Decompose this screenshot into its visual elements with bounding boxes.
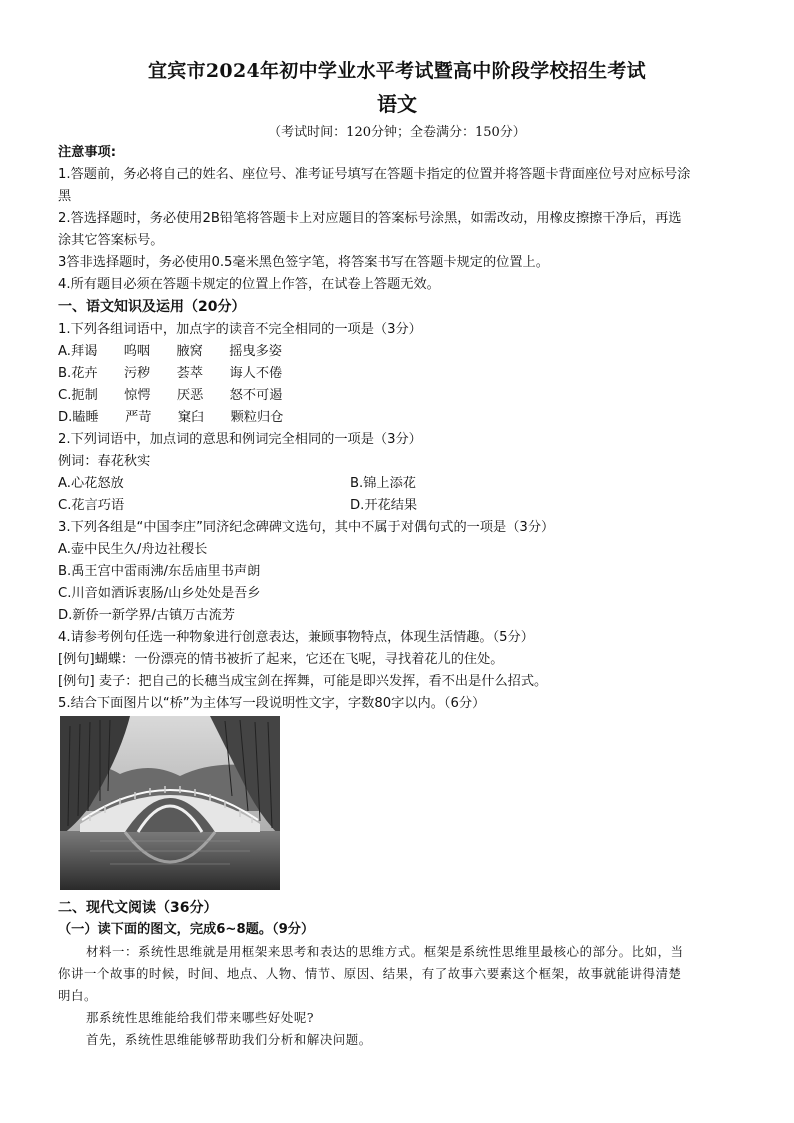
notice-item-3: 3答非选择题时，务必使用0.5毫米黑色签字笔，将答案书写在答题卡规定的位置上。 — [58, 255, 549, 270]
notice-item-2a: 2.答选择题时，务必使用2B铅笔将答题卡上对应题目的答案标号涂黑，如需改动，用橡皮擦擦干净后，再选 — [58, 211, 682, 226]
q3-option-d: D.新侨一新学界/古镇万古流芳 — [58, 608, 236, 623]
subject-title: 语文 — [377, 92, 417, 116]
q2-option-c: C.花言巧语 — [58, 498, 125, 513]
q4-example-1: [例句]蝴蝶：一份漂亮的情书被折了起来，它还在飞呢，寻找着花儿的住处。 — [58, 652, 504, 667]
material1-line3: 明白。 — [58, 988, 97, 1003]
q1-option-c: C.扼制 惊愕 厌恶 怒不可遏 — [58, 388, 283, 403]
q2-option-a: A.心花怒放 — [58, 476, 124, 491]
q3-option-b: B.禹王宫中雷雨沸/东岳庙里书声朗 — [58, 564, 261, 579]
material1-line5: 首先，系统性思维能够帮助我们分析和解决问题。 — [86, 1032, 372, 1047]
q2-stem: 2.下列词语中，加点词的意思和例词完全相同的一项是（3分） — [58, 432, 422, 447]
notice-item-1a: 1.答题前，务必将自己的姓名、座位号、准考证号填写在答题卡指定的位置并将答题卡背面座位号对应标号涂 — [58, 167, 691, 182]
exam-info: （考试时间：120分钟；全卷满分：150分） — [268, 125, 526, 140]
q1-option-a: A.拜谒 呜咽 腋窝 摇曳多姿 — [58, 344, 282, 359]
q1-option-d: D.瞌睡 严苛 窠臼 颗粒归仓 — [58, 410, 284, 425]
section1-heading: 一、语文知识及运用（20分） — [58, 299, 246, 315]
q5-stem: 5.结合下面图片以“桥”为主体写一段说明性文字，字数80字以内。（6分） — [58, 696, 486, 711]
material1-line1: 材料一：系统性思维就是用框架来思考和表达的思维方式。框架是系统性思维里最核心的部分。比如，当 — [86, 944, 684, 959]
notice-item-1b: 黑 — [58, 189, 72, 204]
bridge-photo — [60, 716, 280, 890]
q2-option-d: D.开花结果 — [350, 498, 418, 513]
material1-line4: 那系统性思维能给我们带来哪些好处呢? — [86, 1010, 315, 1025]
q2-option-b: B.锦上添花 — [350, 476, 416, 491]
q3-option-a: A.壶中民生久/舟边社稷长 — [58, 542, 208, 557]
q3-option-c: C.川音如酒诉衷肠/山乡处处是吾乡 — [58, 586, 261, 601]
section2-sub1: （一）读下面的图文，完成6~8题。（9分） — [58, 922, 315, 937]
notice-item-2b: 涂其它答案标号。 — [58, 233, 164, 248]
notice-heading: 注意事项: — [58, 145, 117, 160]
q1-option-b: B.花卉 污秽 荟萃 诲人不倦 — [58, 366, 283, 381]
section2-heading: 二、现代文阅读（36分） — [58, 900, 218, 916]
q1-stem: 1.下列各组词语中，加点字的读音不完全相同的一项是（3分） — [58, 322, 422, 337]
q3-stem: 3.下列各组是“中国李庄”同济纪念碑碑文选句，其中不属于对偶句式的一项是（3分） — [58, 520, 555, 535]
q4-example-2: [例句] 麦子：把自己的长穗当成宝剑在挥舞，可能是即兴发挥，看不出是什么招式。 — [58, 674, 548, 689]
material1-line2: 你讲一个故事的时候，时间、地点、人物、情节、原因、结果，有了故事六要素这个框架，故事就能讲得清楚 — [58, 966, 682, 981]
q2-example: 例词：春花秋实 — [58, 454, 151, 469]
q4-stem: 4.请参考例句任选一种物象进行创意表达，兼顾事物特点，体现生活情趣。（5分） — [58, 630, 534, 645]
notice-item-4: 4.所有题目必须在答题卡规定的位置上作答，在试卷上答题无效。 — [58, 277, 440, 292]
exam-title: 宜宾市2024年初中学业水平考试暨高中阶段学校招生考试 — [148, 60, 646, 82]
